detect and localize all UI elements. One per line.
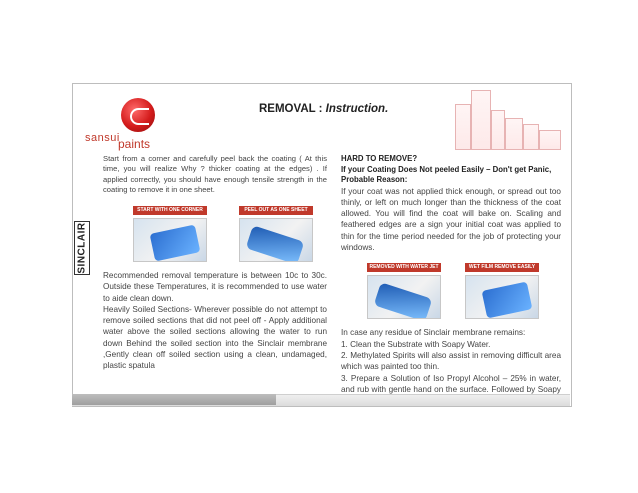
building-shape (455, 104, 471, 150)
step-3: 3. Prepare a Solution of Iso Propyl Alcohol – 25% in water, and rub with gentle hand on the surface. Followed by Soapy (341, 373, 561, 394)
reason-paragraph: If your coat was not applied thick enough, or spread out too thinly, or left on much longer than the thickness of the coat allowed. You will find the coat will bake on. Scaling and feathered edges are a sign your initial coat was applied to thin for the time period needed for the job of protecting your windows. (341, 186, 561, 253)
photo-wet-film (465, 263, 539, 319)
building-shape (539, 130, 561, 150)
photo-image (465, 275, 539, 319)
right-photo-row (341, 263, 561, 319)
logo-text-top: sansui (85, 132, 120, 144)
photo-caption: REMOVED WITH WATER JET (367, 263, 441, 272)
sinclair-text: SINCLAIR (76, 222, 88, 274)
step-2: 2. Methylated Spirits will also assist in removing difficult area which was painted too thin. (341, 351, 561, 372)
page-title (259, 103, 388, 115)
photo-peel-sheet (239, 206, 313, 262)
temperature-paragraph: Recommended removal temperature is between 10c to 30c. Outside these Temperatures, it is recommended to use water to aide clean down. (103, 270, 327, 303)
photo-image (239, 218, 313, 262)
soiled-sections-paragraph: Heavily Soiled Sections- Wherever possible do not attempt to remove soiled sections that did not peel off - Apply additional water above the soiled sections allowing the water to run down Behind the soiled section into the Sinclair membrane ,Gently clean off soiled section using a clean, undamaged, plastic spatula (103, 304, 327, 371)
logo-mark-icon (121, 98, 155, 132)
slide (72, 83, 572, 407)
step-1: 1. Clean the Substrate with Soapy Water. (341, 339, 491, 349)
right-column (341, 154, 561, 407)
building-shape (505, 118, 523, 150)
logo-text-bottom: paints (118, 137, 151, 151)
film-sheet-shape (374, 283, 433, 320)
intro-paragraph: Start from a corner and carefully peel back the coating ( At this time, you will realize Why ? thicker coating at the edges) . If applied correctly, you should have enough tensile strength in the coating to remove it in one sheet. (103, 154, 327, 195)
photo-water-jet (367, 263, 441, 319)
building-shape (523, 124, 539, 150)
photo-caption: PEEL OUT AS ONE SHEET (239, 206, 313, 215)
photo-caption: START WITH ONE CORNER (133, 206, 207, 215)
sinclair-vertical-badge (74, 221, 90, 275)
title-emphasis: Instruction. (325, 103, 389, 115)
title-main: REMOVAL : (259, 103, 326, 115)
photo-start-corner (133, 206, 207, 262)
photo-caption: WET FILM REMOVE EASILY (465, 263, 539, 272)
photo-image (133, 218, 207, 262)
brand-logo (85, 98, 165, 150)
hard-to-remove-heading: HARD TO REMOVE? (341, 154, 418, 163)
building-shape (491, 110, 505, 150)
left-column (103, 154, 327, 372)
not-peeled-subheading: If your Coating Does Not peeled Easily – Don't get Panic, (341, 164, 552, 174)
photo-image (367, 275, 441, 319)
film-sheet-shape (482, 282, 533, 319)
film-sheet-shape (246, 225, 305, 262)
residue-intro: In case any residue of Sinclair membrane remains: (341, 328, 526, 338)
building-shape (471, 90, 491, 150)
film-sheet-shape (150, 224, 201, 261)
probable-reason-label: Probable Reason: (341, 175, 408, 185)
left-photo-row (103, 206, 327, 262)
footer-bar-accent (72, 394, 276, 405)
buildings-illustration-icon (453, 90, 563, 150)
